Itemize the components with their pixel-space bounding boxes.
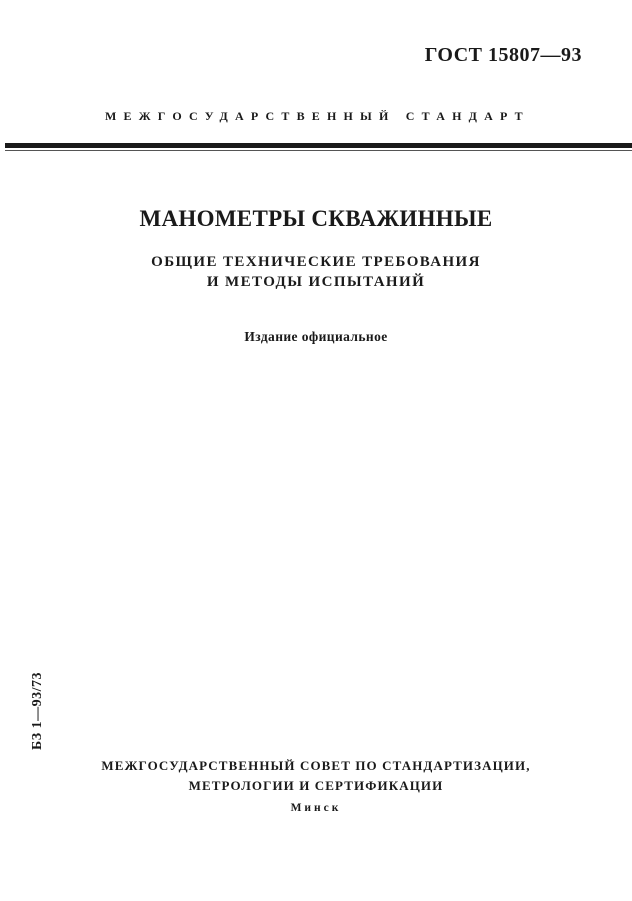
document-title: МАНОМЕТРЫ СКВАЖИННЫЕ (139, 206, 493, 231)
standard-header: МЕЖГОСУДАРСТВЕННЫЙ СТАНДАРТ (105, 109, 530, 123)
publisher-line-2: МЕТРОЛОГИИ И СЕРТИФИКАЦИИ (188, 778, 444, 793)
publisher (0, 756, 632, 796)
publication-city: Минск (290, 802, 342, 814)
header-divider-thin (5, 150, 632, 151)
document-subtitle (0, 252, 632, 292)
subtitle-line-1: ОБЩИЕ ТЕХНИЧЕСКИЕ ТРЕБОВАНИЯ (151, 254, 481, 270)
subtitle-line-2: И МЕТОДЫ ИСПЫТАНИЙ (206, 274, 426, 290)
side-code: БЗ 1—93/73 (30, 671, 45, 750)
document-number: ГОСТ 15807—93 (424, 44, 582, 66)
publisher-line-1: МЕЖГОСУДАРСТВЕННЫЙ СОВЕТ ПО СТАНДАРТИЗАЦИИ, (101, 758, 531, 773)
edition-note: Издание официальное (244, 329, 388, 344)
header-divider-thick (5, 143, 632, 148)
